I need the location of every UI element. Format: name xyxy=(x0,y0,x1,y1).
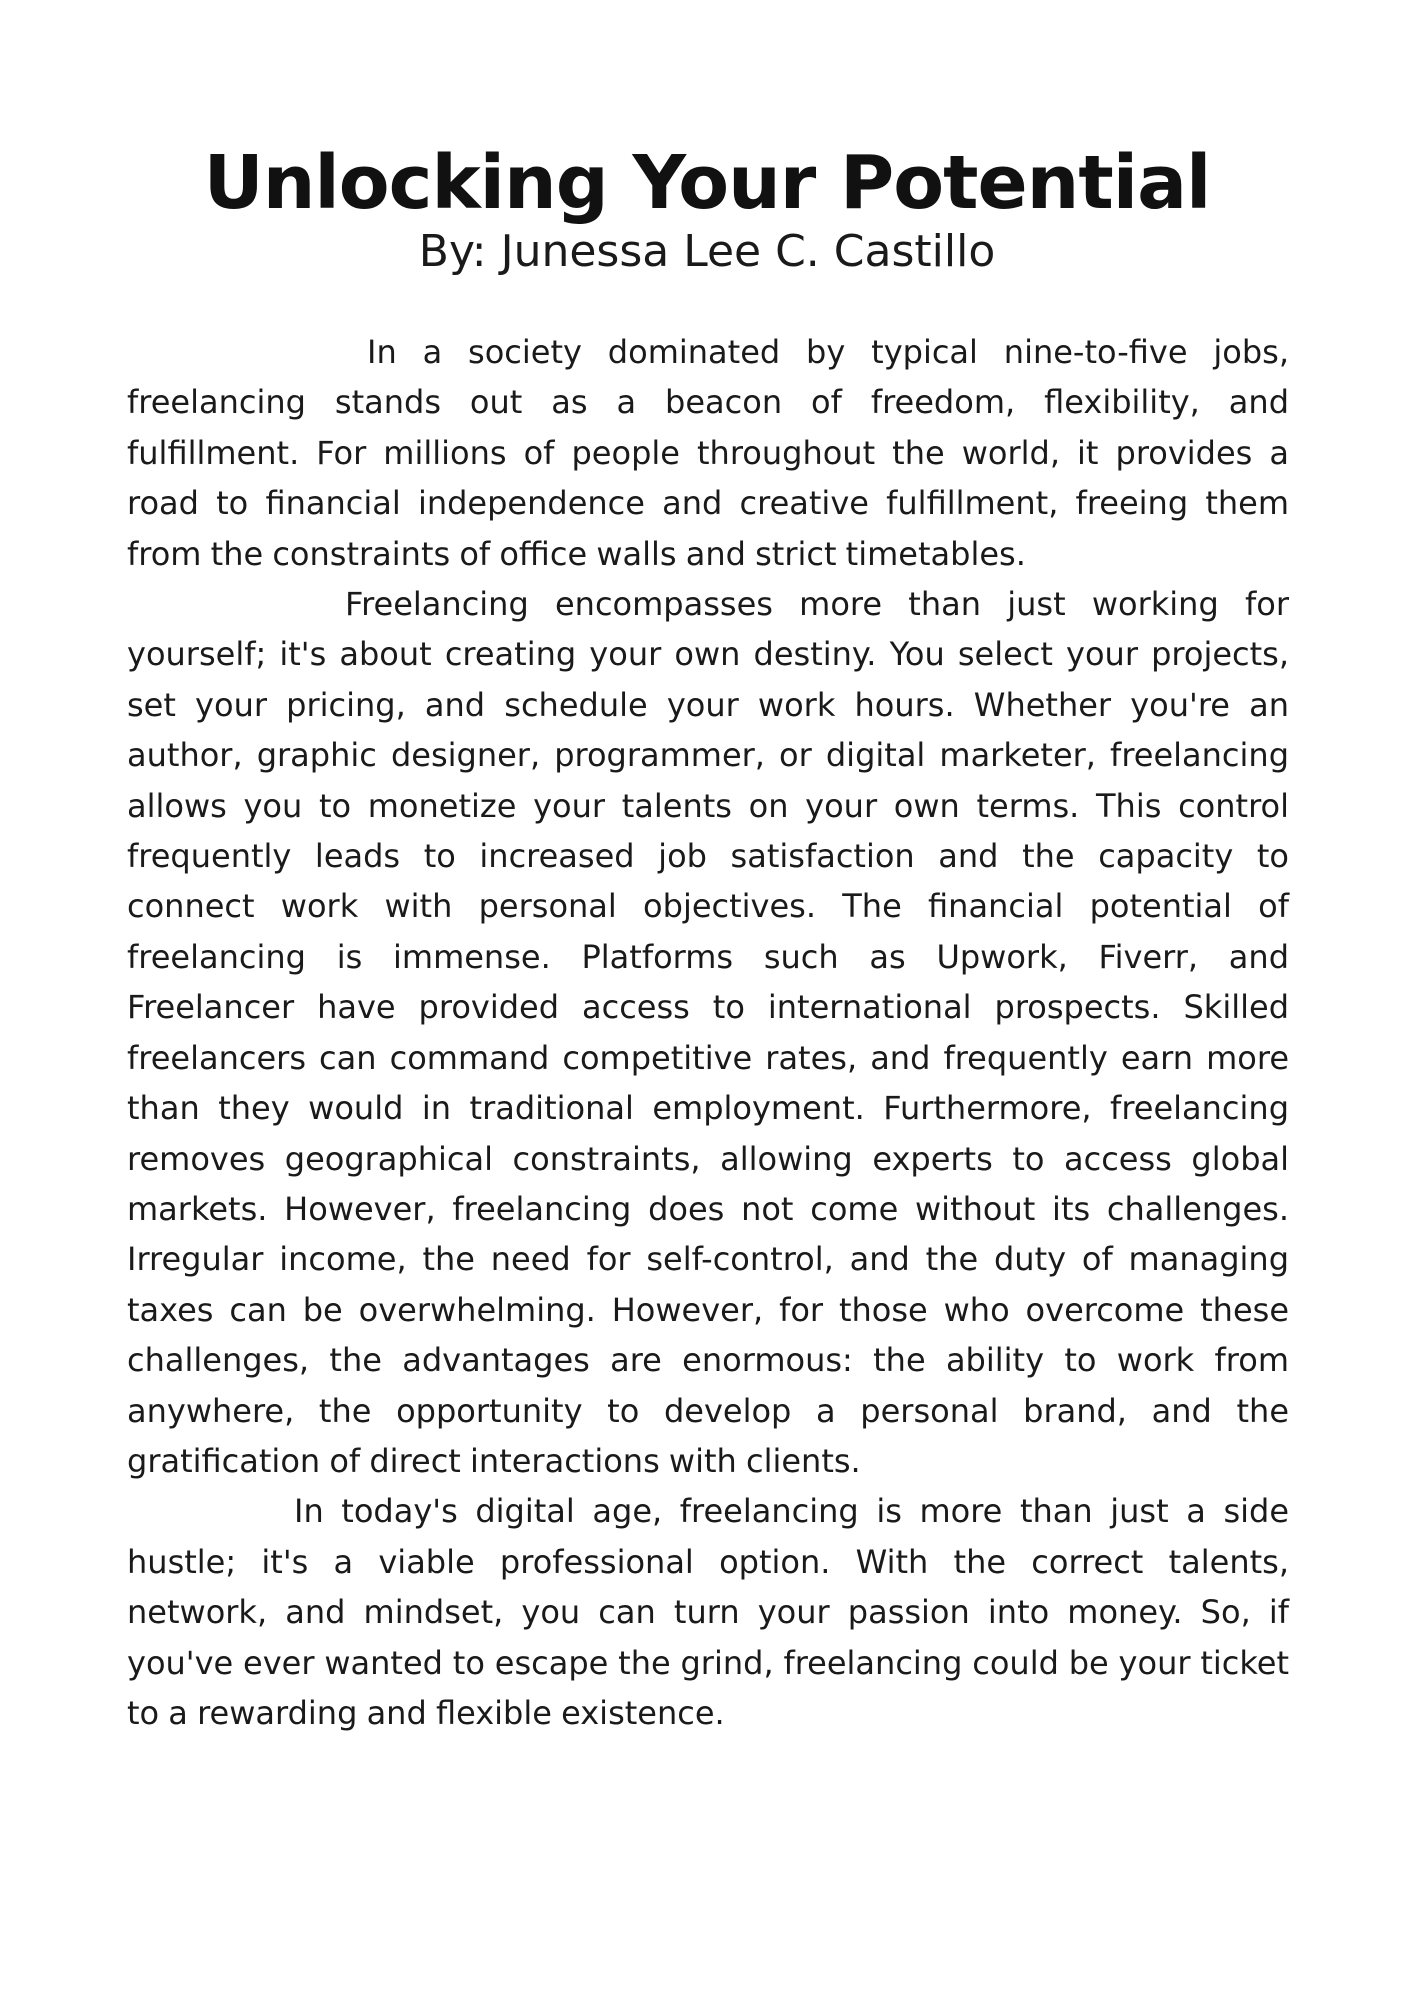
article-byline: By: Junessa Lee C. Castillo xyxy=(418,226,996,277)
article-paragraph-2: Freelancing encompasses more than just working for yourself; it's about creating your own destiny. You select your projects, set your pricing, and schedule your work hours. Whether you're an author, graphic designer, programmer, or digital marketer, freelancing allows you to monetize your talents on your own terms. This control frequently leads to increased job satisfaction and the capacity to connect work with personal objectives. The financial potential of freelancing is immense. Platforms such as Upwork, Fiverr, and Freelancer have provided access to international prospects. Skilled freelancers can command competitive rates, and frequently earn more than they would in traditional employment. Furthermore, freelancing removes geographical constraints, allowing experts to access global markets. However, freelancing does not come without its challenges. Irregular income, the need for self-control, and the duty of managing taxes can be overwhelming. However, for those who overcome these challenges, the advantages are enormous: the ability to work from anywhere, the opportunity to develop a personal brand, and the gratification of direct interactions with clients. xyxy=(127,585,1289,1480)
article-paragraph-1: In a society dominated by typical nine-to-five jobs, freelancing stands out as a beacon of freedom, flexibility, and fulfillment. For millions of people throughout the world, it provides a road to financial independence and creative fulfillment, freeing them from the constraints of office walls and strict timetables. xyxy=(127,333,1289,573)
article-body xyxy=(127,327,1289,1738)
article-paragraph-3: In today's digital age, freelancing is more than just a side hustle; it's a viable professional option. With the correct talents, network, and mindset, you can turn your passion into money. So, if you've ever wanted to escape the grind, freelancing could be your ticket to a rewarding and flexible existence. xyxy=(127,1492,1289,1732)
article-title: Unlocking Your Potential xyxy=(203,140,1211,226)
